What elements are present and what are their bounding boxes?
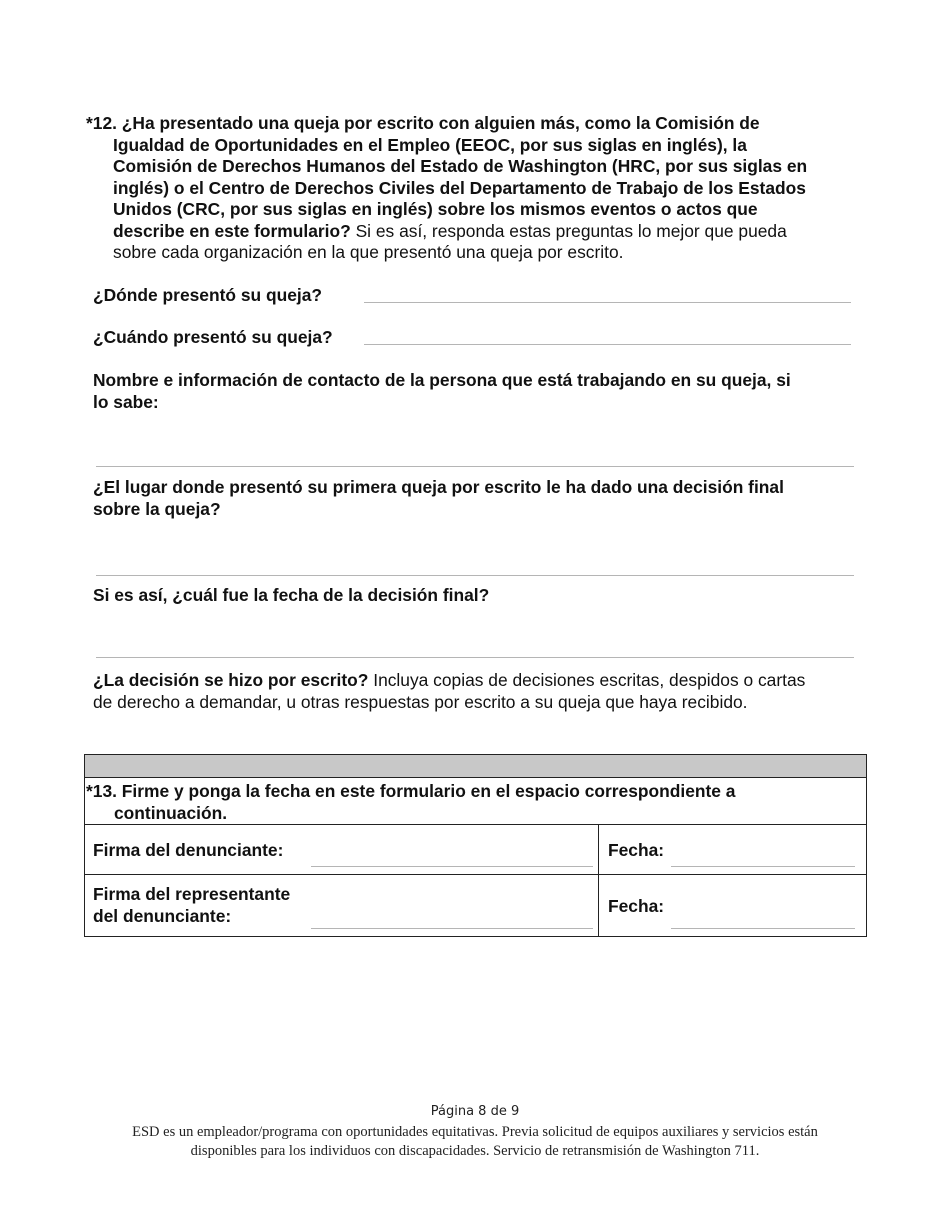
question-12-line: inglés) o el Centro de Derechos Civiles del Departamento de Trabajo de los Estados bbox=[113, 177, 806, 198]
table-header-band bbox=[85, 755, 867, 778]
written-decision-instructions-end: de derecho a demandar, u otras respuestas por escrito a su queja que haya recibido. bbox=[93, 691, 748, 712]
written-decision-question: ¿La decisión se hizo por escrito? bbox=[93, 670, 369, 690]
representative-signature-field[interactable] bbox=[311, 928, 593, 929]
representative-signature-label-line: del denunciante: bbox=[93, 905, 232, 926]
date-field[interactable] bbox=[671, 866, 855, 867]
complainant-signature-field[interactable] bbox=[311, 866, 593, 867]
decision-date-label: Si es así, ¿cuál fue la fecha de la decisión final? bbox=[93, 585, 490, 605]
date-field[interactable] bbox=[671, 928, 855, 929]
when-filed-label: ¿Cuándo presentó su queja? bbox=[93, 327, 333, 347]
question-12-instructions-end: sobre cada organización en la que presentó una queja por escrito. bbox=[113, 242, 624, 262]
question-12-line: ¿Ha presentado una queja por escrito con alguien más, como la Comisión de bbox=[121, 113, 760, 133]
question-12-line: Comisión de Derechos Humanos del Estado de Washington (HRC, por sus siglas en bbox=[113, 156, 808, 176]
date-cell bbox=[599, 825, 867, 875]
question-13-line: continuación. bbox=[114, 802, 228, 823]
representative-signature-label bbox=[93, 884, 290, 927]
question-13-line: *13. Firme y ponga la fecha en este formulario en el espacio correspondiente a bbox=[86, 781, 736, 801]
question-12-number: *12. bbox=[86, 113, 117, 133]
footer-notice-line: disponibles para los individuos con discapacidades. Servicio de retransmisión de Washington 711. bbox=[190, 1143, 760, 1159]
signature-table bbox=[84, 754, 867, 937]
when-filed-field[interactable] bbox=[364, 344, 851, 345]
representative-signature-cell bbox=[85, 875, 599, 937]
final-decision-label bbox=[93, 477, 873, 520]
question-12-instructions: Si es así, responda estas preguntas lo mejor que pueda bbox=[350, 220, 787, 241]
complainant-signature-label: Firma del denunciante: bbox=[93, 840, 284, 860]
question-12-line: Unidos (CRC, por sus siglas en inglés) sobre los mismos eventos o actos que bbox=[113, 199, 758, 219]
page-number: Página 8 de 9 bbox=[430, 1104, 520, 1119]
where-filed-label: ¿Dónde presentó su queja? bbox=[93, 285, 322, 305]
question-13 bbox=[86, 781, 735, 824]
final-decision-field[interactable] bbox=[96, 575, 854, 576]
written-decision-text bbox=[93, 670, 883, 713]
question-13-cell bbox=[85, 778, 867, 825]
question-12-bold-tail: describe en este formulario? bbox=[113, 220, 351, 241]
question-12-line: Igualdad de Oportunidades en el Empleo (EEOC, por sus siglas en inglés), la bbox=[113, 134, 747, 155]
final-decision-label-line: sobre la queja? bbox=[93, 498, 221, 519]
contact-info-field[interactable] bbox=[96, 466, 854, 467]
contact-info-label-line: lo sabe: bbox=[93, 391, 159, 412]
representative-signature-label-line: Firma del representante bbox=[93, 884, 291, 904]
question-12 bbox=[86, 113, 866, 264]
written-decision-instructions: Incluya copias de decisiones escritas, despidos o cartas bbox=[368, 670, 806, 690]
date-cell bbox=[599, 875, 867, 937]
where-filed-field[interactable] bbox=[364, 302, 851, 303]
contact-info-label-line: Nombre e información de contacto de la persona que está trabajando en su queja, si bbox=[93, 370, 791, 390]
final-decision-label-line: ¿El lugar donde presentó su primera queja por escrito le ha dado una decisión final bbox=[93, 477, 784, 497]
footer-notice-line: ESD es un empleador/programa con oportunidades equitativas. Previa solicitud de equipos auxiliares y servicios están bbox=[132, 1124, 818, 1140]
date-label: Fecha: bbox=[608, 840, 665, 860]
date-label: Fecha: bbox=[608, 896, 665, 916]
contact-info-label bbox=[93, 370, 873, 413]
decision-date-field[interactable] bbox=[96, 657, 854, 658]
footer-notice bbox=[0, 1123, 950, 1161]
complainant-signature-cell bbox=[85, 825, 599, 875]
